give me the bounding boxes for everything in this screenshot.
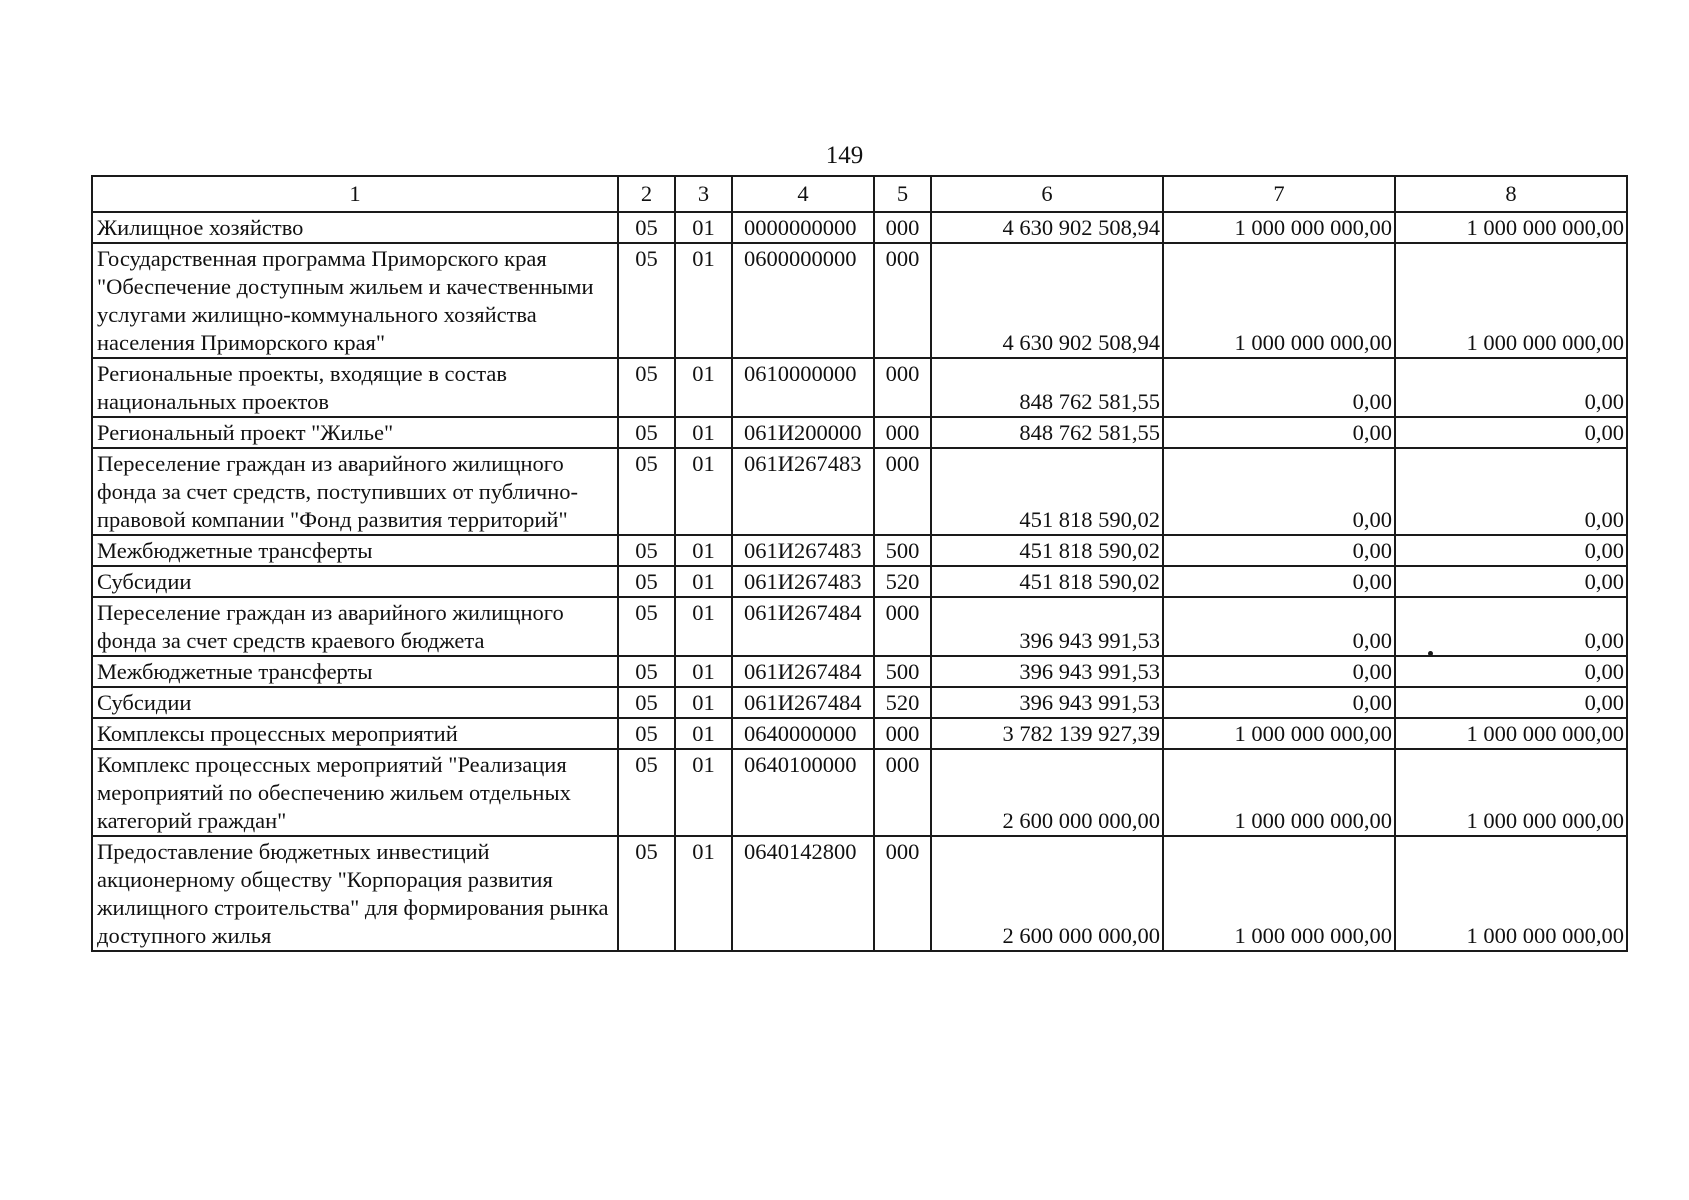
amount-col6-cell: 396 943 991,53 [931, 687, 1163, 718]
row-name-cell: Субсидии [92, 566, 618, 597]
column-header: 6 [931, 176, 1163, 212]
target-item-code-cell: 0640142800 [732, 836, 874, 951]
amount-col6-cell: 4 630 902 508,94 [931, 212, 1163, 243]
section-code-cell: 05 [618, 417, 675, 448]
column-header: 5 [874, 176, 931, 212]
amount-col7-cell: 0,00 [1163, 597, 1395, 656]
subsection-code-cell: 01 [675, 656, 732, 687]
section-code-cell: 05 [618, 243, 675, 358]
target-item-code-cell: 061И200000 [732, 417, 874, 448]
subsection-code-cell: 01 [675, 417, 732, 448]
expense-type-code-cell: 000 [874, 718, 931, 749]
table-row [92, 448, 1627, 535]
amount-col6-cell: 3 782 139 927,39 [931, 718, 1163, 749]
amount-col7-cell: 1 000 000 000,00 [1163, 212, 1395, 243]
amount-col6-cell: 848 762 581,55 [931, 417, 1163, 448]
row-name-cell: Региональные проекты, входящие в состав национальных проектов [92, 358, 618, 417]
target-item-code-cell: 061И267483 [732, 535, 874, 566]
header-row [92, 176, 1627, 212]
amount-col6-cell: 396 943 991,53 [931, 656, 1163, 687]
section-code-cell: 05 [618, 212, 675, 243]
target-item-code-cell: 061И267483 [732, 448, 874, 535]
amount-col7-cell: 0,00 [1163, 566, 1395, 597]
amount-col8-cell: 0,00 [1395, 656, 1627, 687]
page-number: 149 [825, 142, 864, 169]
subsection-code-cell: 01 [675, 687, 732, 718]
amount-col7-cell: 1 000 000 000,00 [1163, 749, 1395, 836]
section-code-cell: 05 [618, 597, 675, 656]
amount-col8-cell: 0,00 [1395, 417, 1627, 448]
section-code-cell: 05 [618, 358, 675, 417]
section-code-cell: 05 [618, 836, 675, 951]
table-row [92, 597, 1627, 656]
table-row [92, 656, 1627, 687]
amount-col8-cell: 0,00 [1395, 535, 1627, 566]
amount-col6-cell: 848 762 581,55 [931, 358, 1163, 417]
table-body [92, 176, 1627, 951]
amount-col6-cell: 451 818 590,02 [931, 448, 1163, 535]
amount-col8-cell: 0,00 [1395, 358, 1627, 417]
amount-col7-cell: 1 000 000 000,00 [1163, 718, 1395, 749]
expense-type-code-cell: 000 [874, 448, 931, 535]
table-row [92, 749, 1627, 836]
column-header: 7 [1163, 176, 1395, 212]
expense-type-code-cell: 520 [874, 687, 931, 718]
subsection-code-cell: 01 [675, 836, 732, 951]
table-row [92, 687, 1627, 718]
amount-col6-cell: 396 943 991,53 [931, 597, 1163, 656]
amount-col8-cell: 1 000 000 000,00 [1395, 212, 1627, 243]
amount-col6-cell: 451 818 590,02 [931, 535, 1163, 566]
expense-type-code-cell: 000 [874, 597, 931, 656]
table-row [92, 212, 1627, 243]
section-code-cell: 05 [618, 656, 675, 687]
amount-col6-cell: 4 630 902 508,94 [931, 243, 1163, 358]
row-name-cell: Жилищное хозяйство [92, 212, 618, 243]
section-code-cell: 05 [618, 687, 675, 718]
target-item-code-cell: 0600000000 [732, 243, 874, 358]
expense-type-code-cell: 500 [874, 535, 931, 566]
amount-col6-cell: 2 600 000 000,00 [931, 749, 1163, 836]
amount-col7-cell: 1 000 000 000,00 [1163, 836, 1395, 951]
subsection-code-cell: 01 [675, 243, 732, 358]
row-name-cell: Комплексы процессных мероприятий [92, 718, 618, 749]
row-name-cell: Государственная программа Приморского края "Обеспечение доступным жильем и качественными услугами жилищно-коммунального хозяйства населения Приморского края" [92, 243, 618, 358]
table-row [92, 417, 1627, 448]
section-code-cell: 05 [618, 566, 675, 597]
table-row [92, 836, 1627, 951]
amount-col8-cell: 1 000 000 000,00 [1395, 718, 1627, 749]
expense-type-code-cell: 000 [874, 212, 931, 243]
subsection-code-cell: 01 [675, 718, 732, 749]
target-item-code-cell: 0610000000 [732, 358, 874, 417]
row-name-cell: Межбюджетные трансферты [92, 535, 618, 566]
subsection-code-cell: 01 [675, 358, 732, 417]
amount-col8-cell: 1 000 000 000,00 [1395, 749, 1627, 836]
amount-col8-cell: 0,00 [1395, 687, 1627, 718]
expense-type-code-cell: 000 [874, 749, 931, 836]
budget-table [91, 175, 1628, 952]
row-name-cell: Переселение граждан из аварийного жилищного фонда за счет средств, поступивших от публично-правовой компании "Фонд развития территорий" [92, 448, 618, 535]
expense-type-code-cell: 000 [874, 417, 931, 448]
table-row [92, 535, 1627, 566]
target-item-code-cell: 0640000000 [732, 718, 874, 749]
amount-col8-cell: 1 000 000 000,00 [1395, 243, 1627, 358]
amount-col6-cell: 2 600 000 000,00 [931, 836, 1163, 951]
section-code-cell: 05 [618, 535, 675, 566]
amount-col7-cell: 0,00 [1163, 656, 1395, 687]
row-name-cell: Комплекс процессных мероприятий "Реализация мероприятий по обеспечению жильем отдельных категорий граждан" [92, 749, 618, 836]
row-name-cell: Региональный проект "Жилье" [92, 417, 618, 448]
expense-type-code-cell: 000 [874, 243, 931, 358]
section-code-cell: 05 [618, 749, 675, 836]
subsection-code-cell: 01 [675, 597, 732, 656]
subsection-code-cell: 01 [675, 448, 732, 535]
amount-col6-cell: 451 818 590,02 [931, 566, 1163, 597]
section-code-cell: 05 [618, 448, 675, 535]
expense-type-code-cell: 500 [874, 656, 931, 687]
target-item-code-cell: 0640100000 [732, 749, 874, 836]
amount-col7-cell: 0,00 [1163, 448, 1395, 535]
table-row [92, 358, 1627, 417]
amount-col7-cell: 0,00 [1163, 417, 1395, 448]
subsection-code-cell: 01 [675, 566, 732, 597]
target-item-code-cell: 061И267484 [732, 597, 874, 656]
column-header: 4 [732, 176, 874, 212]
expense-type-code-cell: 000 [874, 358, 931, 417]
amount-col8-cell: 1 000 000 000,00 [1395, 836, 1627, 951]
column-header: 1 [92, 176, 618, 212]
subsection-code-cell: 01 [675, 212, 732, 243]
amount-col8-cell: 0,00 [1395, 566, 1627, 597]
row-name-cell: Переселение граждан из аварийного жилищного фонда за счет средств краевого бюджета [92, 597, 618, 656]
amount-col8-cell: 0,00 [1395, 448, 1627, 535]
subsection-code-cell: 01 [675, 535, 732, 566]
target-item-code-cell: 061И267484 [732, 656, 874, 687]
target-item-code-cell: 061И267484 [732, 687, 874, 718]
stray-dot-mark [1428, 651, 1433, 656]
expense-type-code-cell: 520 [874, 566, 931, 597]
column-header: 8 [1395, 176, 1627, 212]
amount-col7-cell: 1 000 000 000,00 [1163, 243, 1395, 358]
amount-col8-cell: 0,00 [1395, 597, 1627, 656]
column-header: 3 [675, 176, 732, 212]
column-header: 2 [618, 176, 675, 212]
section-code-cell: 05 [618, 718, 675, 749]
target-item-code-cell: 0000000000 [732, 212, 874, 243]
table-row [92, 566, 1627, 597]
row-name-cell: Межбюджетные трансферты [92, 656, 618, 687]
target-item-code-cell: 061И267483 [732, 566, 874, 597]
subsection-code-cell: 01 [675, 749, 732, 836]
table-row [92, 718, 1627, 749]
table-row [92, 243, 1627, 358]
row-name-cell: Предоставление бюджетных инвестиций акционерному обществу "Корпорация развития жилищного строительства" для формирования рынка доступного жилья [92, 836, 618, 951]
amount-col7-cell: 0,00 [1163, 535, 1395, 566]
amount-col7-cell: 0,00 [1163, 687, 1395, 718]
row-name-cell: Субсидии [92, 687, 618, 718]
amount-col7-cell: 0,00 [1163, 358, 1395, 417]
expense-type-code-cell: 000 [874, 836, 931, 951]
